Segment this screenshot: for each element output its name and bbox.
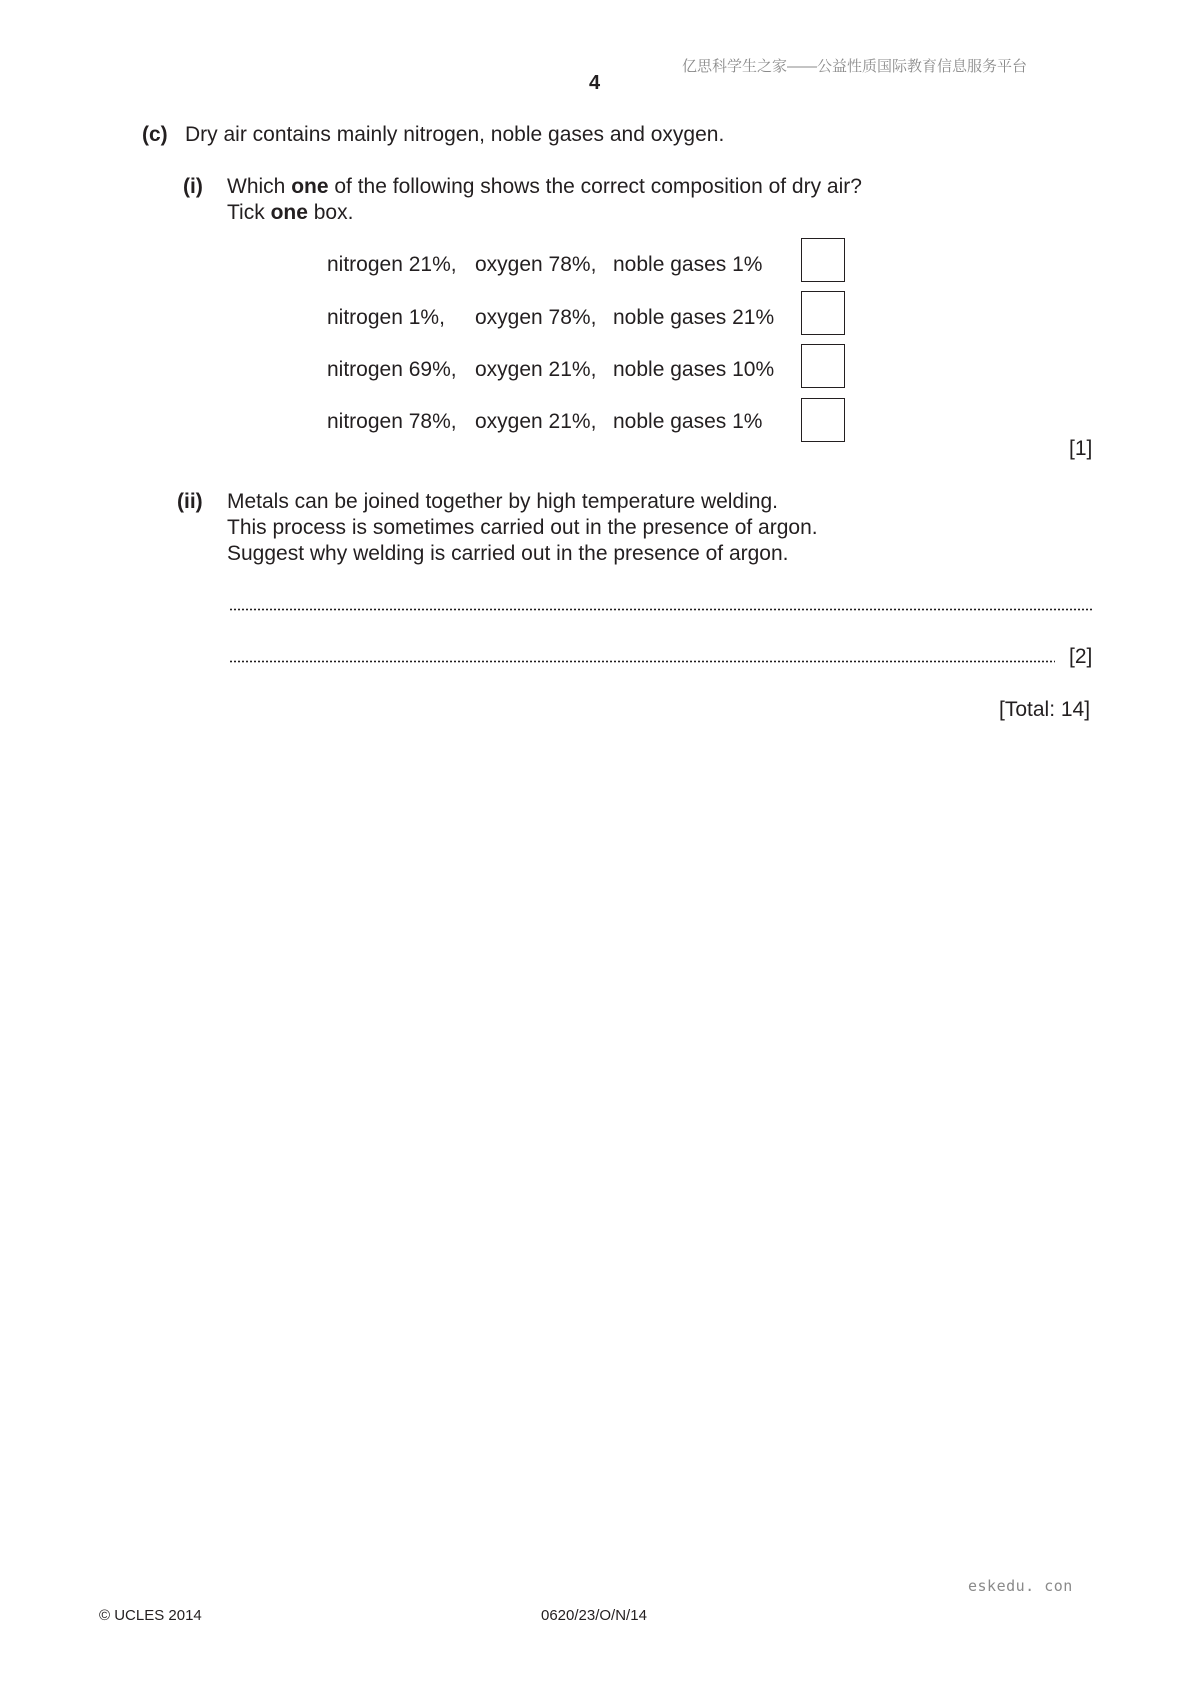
option-nitrogen: nitrogen 1%, (327, 306, 445, 329)
part-i-line2-post: box. (307, 201, 354, 224)
footer-paper-code: 0620/23/O/N/14 (541, 1607, 647, 1624)
part-ii-line: Metals can be joined together by high temperature welding. (227, 490, 779, 513)
option-nitrogen: nitrogen 78%, (327, 410, 457, 433)
part-i-line2-pre: Tick (227, 201, 271, 224)
option-nitrogen: nitrogen 21%, (327, 253, 457, 276)
question-c-label: (c) (142, 123, 168, 146)
answer-line[interactable] (229, 660, 1055, 663)
part-i-question-line1 (227, 174, 862, 200)
page-number: 4 (589, 72, 601, 94)
part-ii-line: Suggest why welding is carried out in the presence of argon. (227, 542, 789, 565)
part-i-line1-post: of the following shows the correct composition of dry air? (328, 175, 862, 198)
option-noble-gases: noble gases 10% (613, 358, 775, 381)
option-oxygen: oxygen 78%, (475, 306, 597, 329)
option-oxygen: oxygen 21%, (475, 410, 597, 433)
part-i-line1-pre: Which (227, 175, 292, 198)
part-ii-marks: [2] (1069, 645, 1093, 668)
option-noble-gases: noble gases 1% (613, 253, 763, 276)
option-noble-gases: noble gases 1% (613, 410, 763, 433)
option-noble-gases: noble gases 21% (613, 306, 775, 329)
part-ii-line: This process is sometimes carried out in the presence of argon. (227, 516, 818, 539)
part-i-label: (i) (183, 175, 203, 198)
total-marks: [Total: 14] (999, 698, 1091, 721)
part-ii-label: (ii) (177, 490, 203, 513)
option-tick-box[interactable] (801, 344, 845, 388)
part-i-question-line2 (227, 200, 353, 226)
answer-line[interactable] (229, 608, 1093, 611)
part-i-line2-bold: one (270, 201, 308, 224)
part-i-line1-bold: one (291, 175, 329, 198)
footer-copyright: © UCLES 2014 (99, 1607, 202, 1624)
option-tick-box[interactable] (801, 291, 845, 335)
footer-watermark: eskedu. con (968, 1577, 1073, 1595)
header-watermark: 亿思科学生之家——公益性质国际教育信息服务平台 (682, 58, 1028, 75)
part-i-marks: [1] (1069, 437, 1093, 460)
option-tick-box[interactable] (801, 398, 845, 442)
option-oxygen: oxygen 21%, (475, 358, 597, 381)
option-tick-box[interactable] (801, 238, 845, 282)
option-nitrogen: nitrogen 69%, (327, 358, 457, 381)
question-c-text: Dry air contains mainly nitrogen, noble gases and oxygen. (185, 123, 725, 146)
option-oxygen: oxygen 78%, (475, 253, 597, 276)
